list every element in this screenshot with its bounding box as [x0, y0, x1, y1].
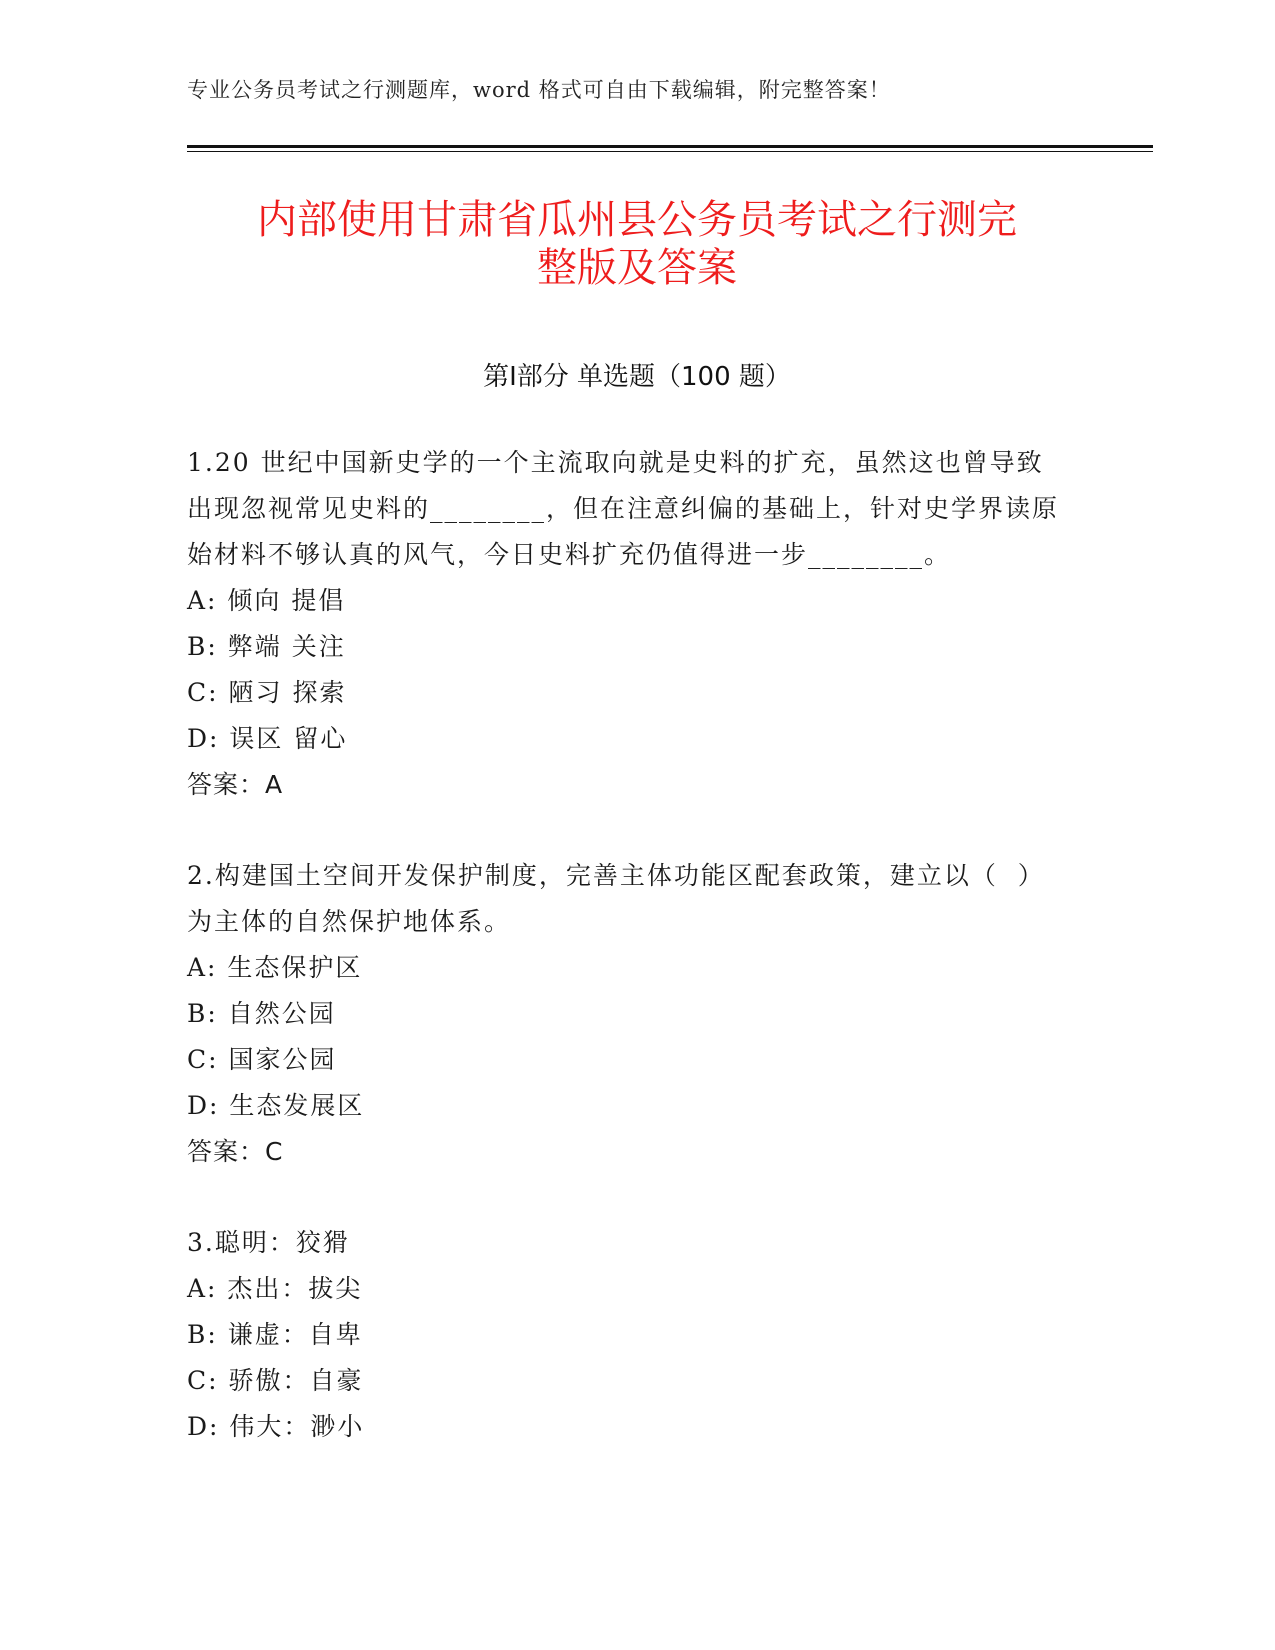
header-note: 专业公务员考试之行测题库，word 格式可自由下载编辑，附完整答案！ — [187, 78, 891, 102]
document-title-line-1: 内部使用甘肃省瓜州县公务员考试之行测完 — [257, 197, 1017, 243]
question-3 — [187, 1220, 1067, 1450]
question-3-option-b: B: 谦虚：自卑 — [187, 1320, 363, 1349]
question-1-option-d: D: 误区 留心 — [187, 724, 348, 753]
question-3-option-c: C: 骄傲：自豪 — [187, 1366, 364, 1395]
question-2-option-a: A: 生态保护区 — [187, 953, 363, 982]
question-2-stem: 2.构建国土空间开发保护制度，完善主体功能区配套政策，建立以（ ）为主体的自然保护地体系。 — [187, 861, 1045, 936]
document-title — [187, 196, 1087, 292]
question-3-stem: 3.聪明：狡猾 — [187, 1228, 350, 1257]
question-1-option-b: B: 弊端 关注 — [187, 632, 346, 661]
question-3-option-a: A: 杰出：拔尖 — [187, 1274, 363, 1303]
question-2 — [187, 853, 1067, 1175]
question-1-stem: 1.20 世纪中国新史学的一个主流取向就是史料的扩充，虽然这也曾导致出现忽视常见史料的________，但在注意纠偏的基础上，针对史学界读原始材料不够认真的风气，今日史料扩充仍值得进一步________。 — [187, 448, 1060, 569]
document-title-line-2: 整版及答案 — [537, 245, 737, 291]
question-2-option-c: C: 国家公园 — [187, 1045, 337, 1074]
question-1-option-c: C: 陋习 探索 — [187, 678, 347, 707]
question-1-answer: 答案：A — [187, 770, 284, 799]
header-rule-thin — [187, 151, 1153, 152]
question-2-option-b: B: 自然公园 — [187, 999, 336, 1028]
header-rule-thick — [187, 145, 1153, 148]
question-2-option-d: D: 生态发展区 — [187, 1091, 365, 1120]
question-2-answer: 答案：C — [187, 1137, 284, 1166]
question-3-option-d: D: 伟大：渺小 — [187, 1412, 365, 1441]
question-1-option-a: A: 倾向 提倡 — [187, 586, 346, 615]
section-heading: 第Ⅰ部分 单选题（100 题） — [483, 362, 791, 392]
question-list — [187, 440, 1067, 1495]
question-1 — [187, 440, 1067, 808]
